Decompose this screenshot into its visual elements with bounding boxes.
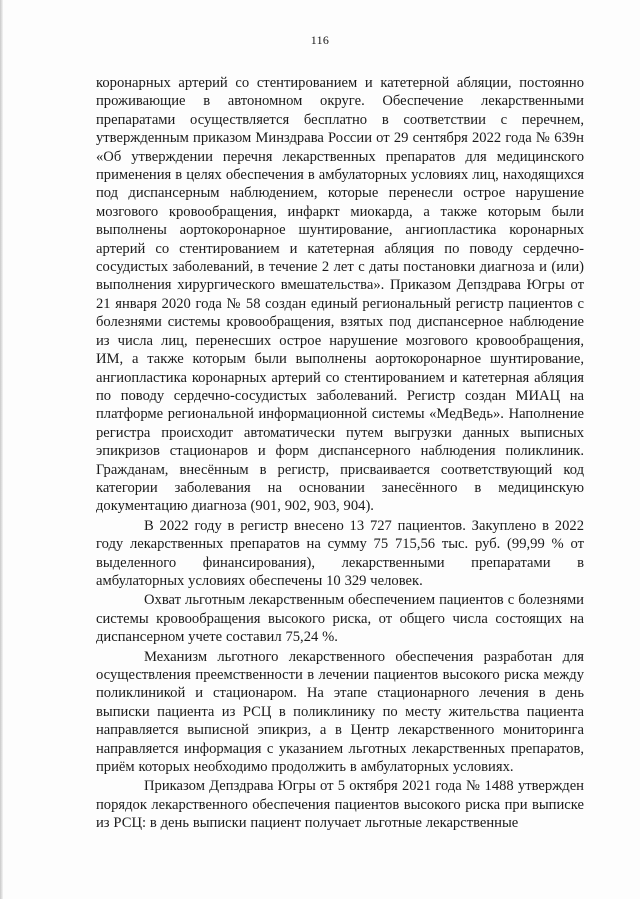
paragraph-order-1488: Приказом Депздрава Югры от 5 октября 2021 года № 1488 утвержден порядок лекарственного обеспечения пациентов высокого риска при выписке из РСЦ: в день выписки пациент получает льготные лекарственные (96, 778, 584, 832)
paragraph-registry-2022: В 2022 году в регистр внесено 13 727 пациентов. Закуплено в 2022 году лекарственных препаратов на сумму 75 715,56 тыс. руб. (99,99 % от выделенного финансирования), лекарственными препаратами в амбулаторных условиях обеспечены 10 329 человек. (96, 517, 584, 589)
paragraph-mechanism: Механизм льготного лекарственного обеспечения разработан для осуществления преемственности в лечении пациентов высокого риска между поликлиникой и стационаром. На этапе стационарного лечения в день выписки пациента из РСЦ в поликлинику по месту жительства пациента направляется выписной эпикриз, а в Центр лекарственного мониторинга направляется информация с указанием льготных лекарственных препаратов, приём которых необходимо продолжить в амбулаторных условиях. (96, 648, 584, 776)
paragraph-continuation: коронарных артерий со стентированием и катетерной абляции, постоянно проживающие в автономном округе. Обеспечение лекарственными препаратами осуществляется бесплатно в соответствии с перечнем, утвержденным приказом Минздрава России от 29 сентября 2022 года № 639н «Об утверждении перечня лекарственных препаратов для медицинского применения в целях обеспечения в амбулаторных условиях лиц, находящихся под диспансерным наблюдением, которые перенесли острое нарушение мозгового кровообращения, инфаркт миокарда, а также которым были выполнены аортокоронарное шунтирование, ангиопластика коронарных артерий со стентированием и катетерная абляция по поводу сердечно-сосудистых заболеваний, в течение 2 лет с даты постановки диагноза и (или) выполнения хирургического вмешательства». Приказом Депздрава Югры от 21 января 2020 года № 58 создан единый региональный регистр пациентов с болезнями системы кровообращения, взятых под диспансерное наблюдение из числа лиц, перенесших острое нарушение мозгового кровообращения, ИМ, а также которым были выполнены аортокоронарное шунтирование, ангиопластика коронарных артерий со стентированием и катетерная абляция по поводу сердечно-сосудистых заболеваний. Регистр создан МИАЦ на платформе региональной информационной системы «МедВедь». Наполнение регистра происходит автоматически путем выгрузки данных выписных эпикризов стационаров и форм диспансерного наблюдения поликлиник. Гражданам, внесённым в регистр, присваивается соответствующий код категории заболевания на основании занесённого в медицинскую документацию диагноза (901, 902, 903, 904). (96, 75, 584, 515)
scan-edge (0, 0, 3, 899)
document-body (96, 74, 584, 833)
page-number: 116 (310, 33, 330, 47)
paragraph-coverage: Охват льготным лекарственным обеспечением пациентов с болезнями системы кровообращения высокого риска, от общего числа состоящих на диспансерном учете составил 75,24 %. (96, 592, 584, 646)
